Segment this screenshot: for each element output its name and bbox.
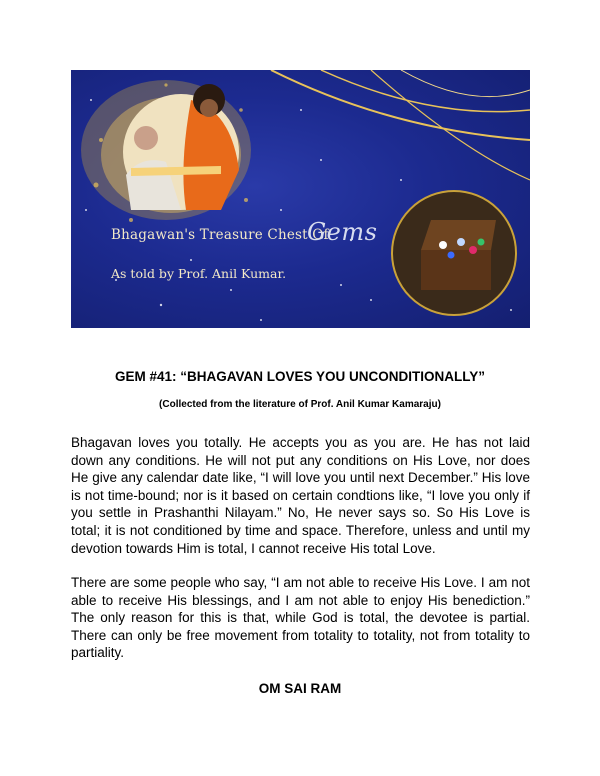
gem-heading: GEM #41: “BHAGAVAN LOVES YOU UNCONDITIONALLY” (114, 369, 486, 384)
banner-title: Bhagawan's Treasure Chest Of (111, 227, 329, 243)
body-paragraph-2: There are some people who say, “I am not able to receive His Love. I am not able to receive His blessings, and I am not able to enjoy His benediction.” The only reason for this is that, while God is total, the devotee is partial. There can only be free movement from totality to totality, not from totality to partiality. (71, 575, 530, 661)
body-paragraph-1: Bhagavan loves you totally. He accepts you as you are. He has not laid down any conditions. He will not put any conditions on His Love, nor does He give any calendar date like, “I will love you until next December.” His love is not time-bound; nor is it based on certain condtions like, “I love you only if you settle in Prashanthi Nilayam.” No, He never says so. So His Love is total; it is not conditioned by time and space. Therefore, unless and until my devotion towards Him is total, I cannot receive His total Love. (71, 435, 530, 556)
banner-subtitle: As told by Prof. Anil Kumar. (111, 266, 287, 281)
source-note: (Collected from the literature of Prof. Anil Kumar Kamaraju) (159, 399, 441, 410)
banner-artwork (71, 70, 530, 328)
header-banner-image (71, 70, 530, 328)
banner-gems-wordmark: Gems (307, 218, 378, 246)
closing-line: OM SAI RAM (258, 681, 342, 696)
